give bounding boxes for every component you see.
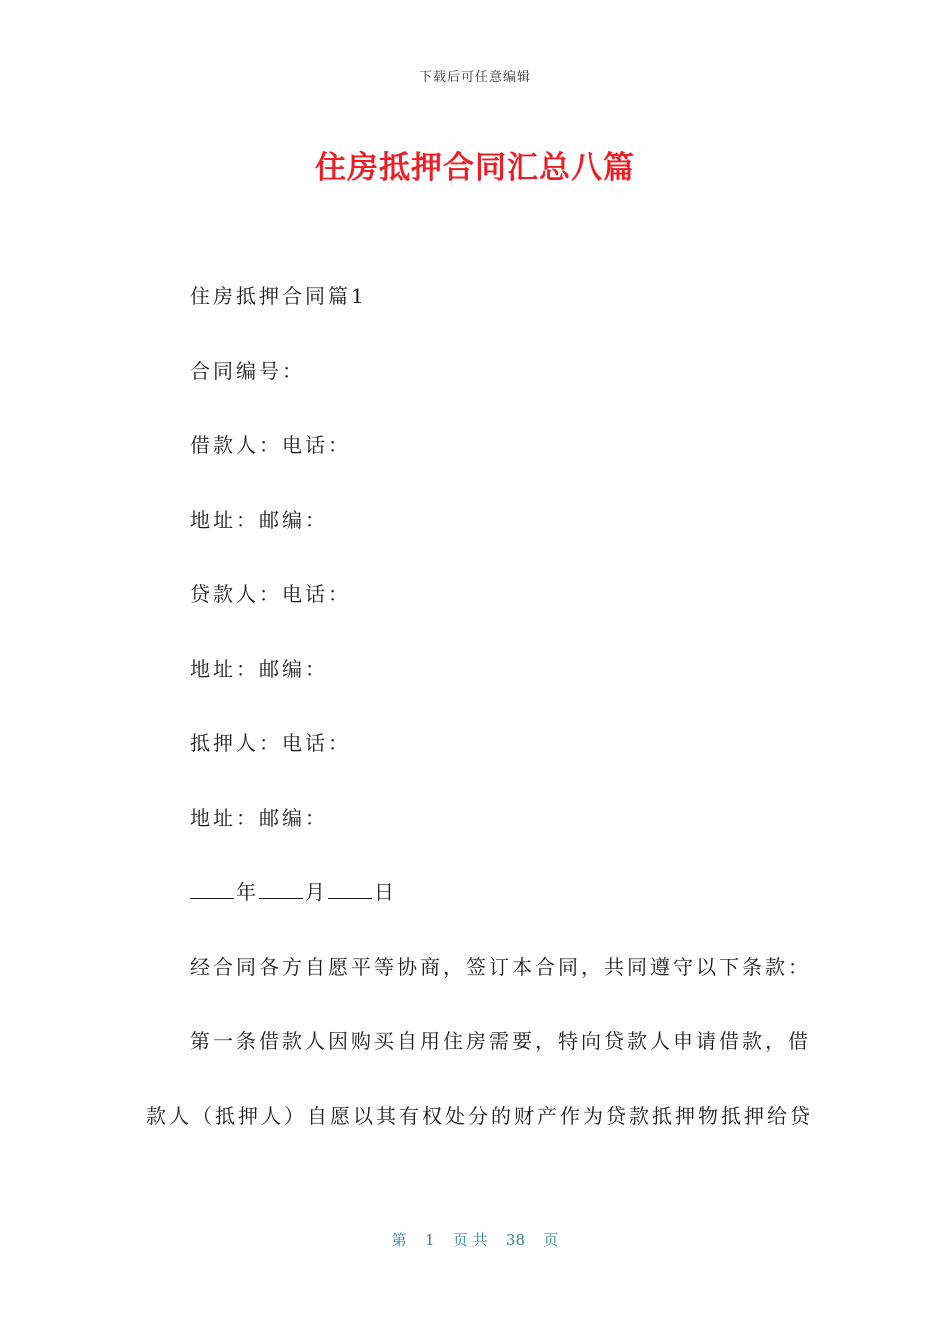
article-1-line-2: 款人（抵押人）自愿以其有权处分的财产作为贷款抵押物抵押给贷 xyxy=(146,1104,813,1128)
contract-number-line: 合同编号： xyxy=(190,359,305,383)
day-blank xyxy=(328,878,372,899)
header-note: 下载后可任意编辑 xyxy=(418,70,531,85)
article-1-line-1: 第一条借款人因购买自用住房需要，特向贷款人申请借款，借 xyxy=(190,1029,811,1053)
year-label: 年 xyxy=(236,880,259,904)
borrower-address-line: 地址：邮编： xyxy=(190,508,328,532)
section-heading: 住房抵押合同篇1 xyxy=(190,284,367,308)
page-mid: 页 共 xyxy=(452,1231,488,1249)
page-number: 1 xyxy=(424,1231,435,1249)
mortgagor-line: 抵押人：电话： xyxy=(190,731,351,755)
borrower-line: 借款人：电话： xyxy=(190,433,351,457)
mortgagor-address-line: 地址：邮编： xyxy=(190,806,328,830)
page-prefix: 第 xyxy=(391,1231,407,1249)
lender-address-line: 地址：邮编： xyxy=(190,657,328,681)
page-suffix: 页 xyxy=(543,1231,559,1249)
preamble-paragraph: 经合同各方自愿平等协商，签订本合同，共同遵守以下条款： xyxy=(190,955,811,979)
year-blank xyxy=(190,878,234,899)
date-line xyxy=(190,878,397,906)
document-title: 住房抵押合同汇总八篇 xyxy=(315,150,635,186)
page-total: 38 xyxy=(505,1231,526,1249)
lender-line: 贷款人：电话： xyxy=(190,582,351,606)
month-blank xyxy=(259,878,303,899)
page-footer xyxy=(0,1229,950,1250)
month-label: 月 xyxy=(305,880,328,904)
day-label: 日 xyxy=(374,880,397,904)
